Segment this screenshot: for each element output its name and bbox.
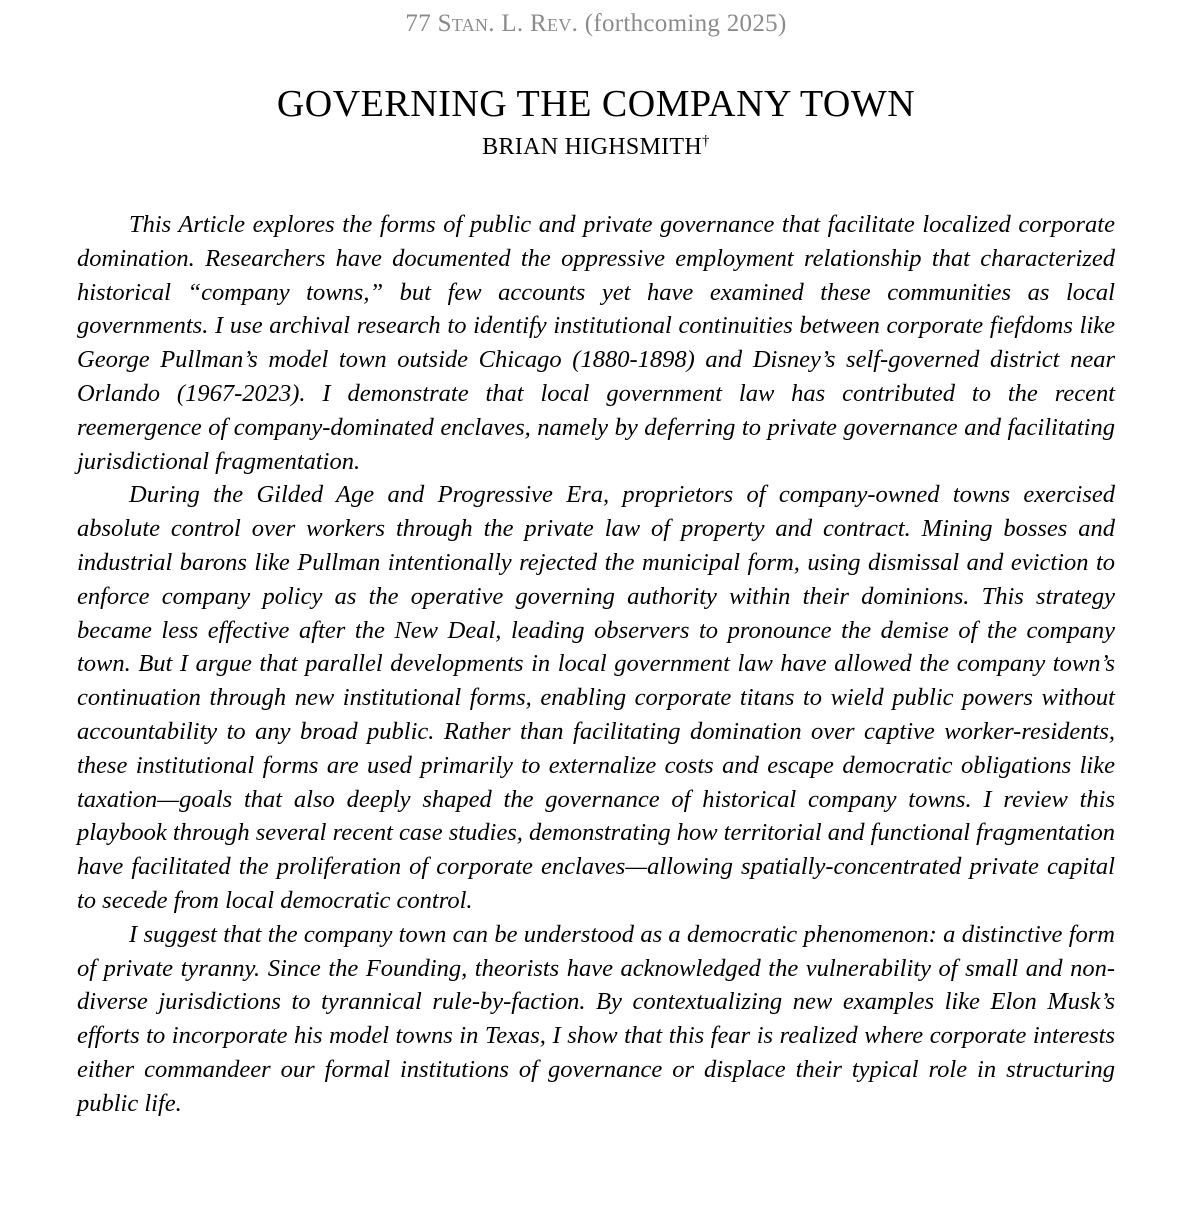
abstract-paragraph-1: This Article explores the forms of public and private governance that facilitate localized corporate domination. Researchers have documented the oppressive employment relationship that characterized historical “company towns,” but few accounts yet have examined these communities as local governments. I use archival research to identify institutional continuities between corporate fiefdoms like George Pullman’s model town outside Chicago (1880-1898) and Disney’s self-governed district near Orlando (1967-2023). I demonstrate that local government law has contributed to the recent reemergence of company-dominated enclaves, namely by deferring to private governance and facilitating jurisdictional fragmentation.	[77, 211, 1115, 475]
author-footnote-mark: †	[702, 133, 710, 149]
citation-volume: 77	[405, 10, 432, 37]
abstract-paragraph-3: I suggest that the company town can be understood as a democratic phenomenon: a distinctive form of private tyranny. Since the Founding, theorists have acknowledged the vulnerability of small and non-diverse jurisdictions to tyrannical rule-by-faction. By contextualizing new examples like Elon Musk’s efforts to incorporate his model towns in Texas, I show that this fear is realized where corporate interests either commandeer our formal institutions of governance or displace their typical role in structuring public life.	[77, 920, 1115, 1117]
abstract	[77, 208, 1115, 1121]
author-line	[0, 134, 1192, 161]
citation-reporter: Stan. L. Rev.	[437, 10, 579, 37]
author-name: BRIAN HIGHSMITH	[482, 134, 703, 160]
article-title: GOVERNING THE COMPANY TOWN	[276, 83, 916, 125]
journal-citation	[0, 0, 1192, 38]
citation-suffix: (forthcoming 2025)	[584, 10, 787, 37]
abstract-paragraph-2: During the Gilded Age and Progressive Era, proprietors of company-owned towns exercised absolute control over workers through the private law of property and contract. Mining bosses and industrial barons like Pullman intentionally rejected the municipal form, using dismissal and eviction to enforce company policy as the operative governing authority within their dominions. This strategy became less effective after the New Deal, leading observers to pronounce the demise of the company town. But I argue that parallel developments in local government law have allowed the company town’s continuation through new institutional forms, enabling corporate titans to wield public powers without accountability to any broad public. Rather than facilitating domination over captive worker-residents, these institutional forms are used primarily to externalize costs and escape democratic obligations like taxation—goals that also deeply shaped the governance of historical company towns. I review this playbook through several recent case studies, demonstrating how territorial and functional fragmentation have facilitated the proliferation of corporate enclaves—allowing spatially-concentrated private capital to secede from local democratic control.	[77, 481, 1115, 914]
